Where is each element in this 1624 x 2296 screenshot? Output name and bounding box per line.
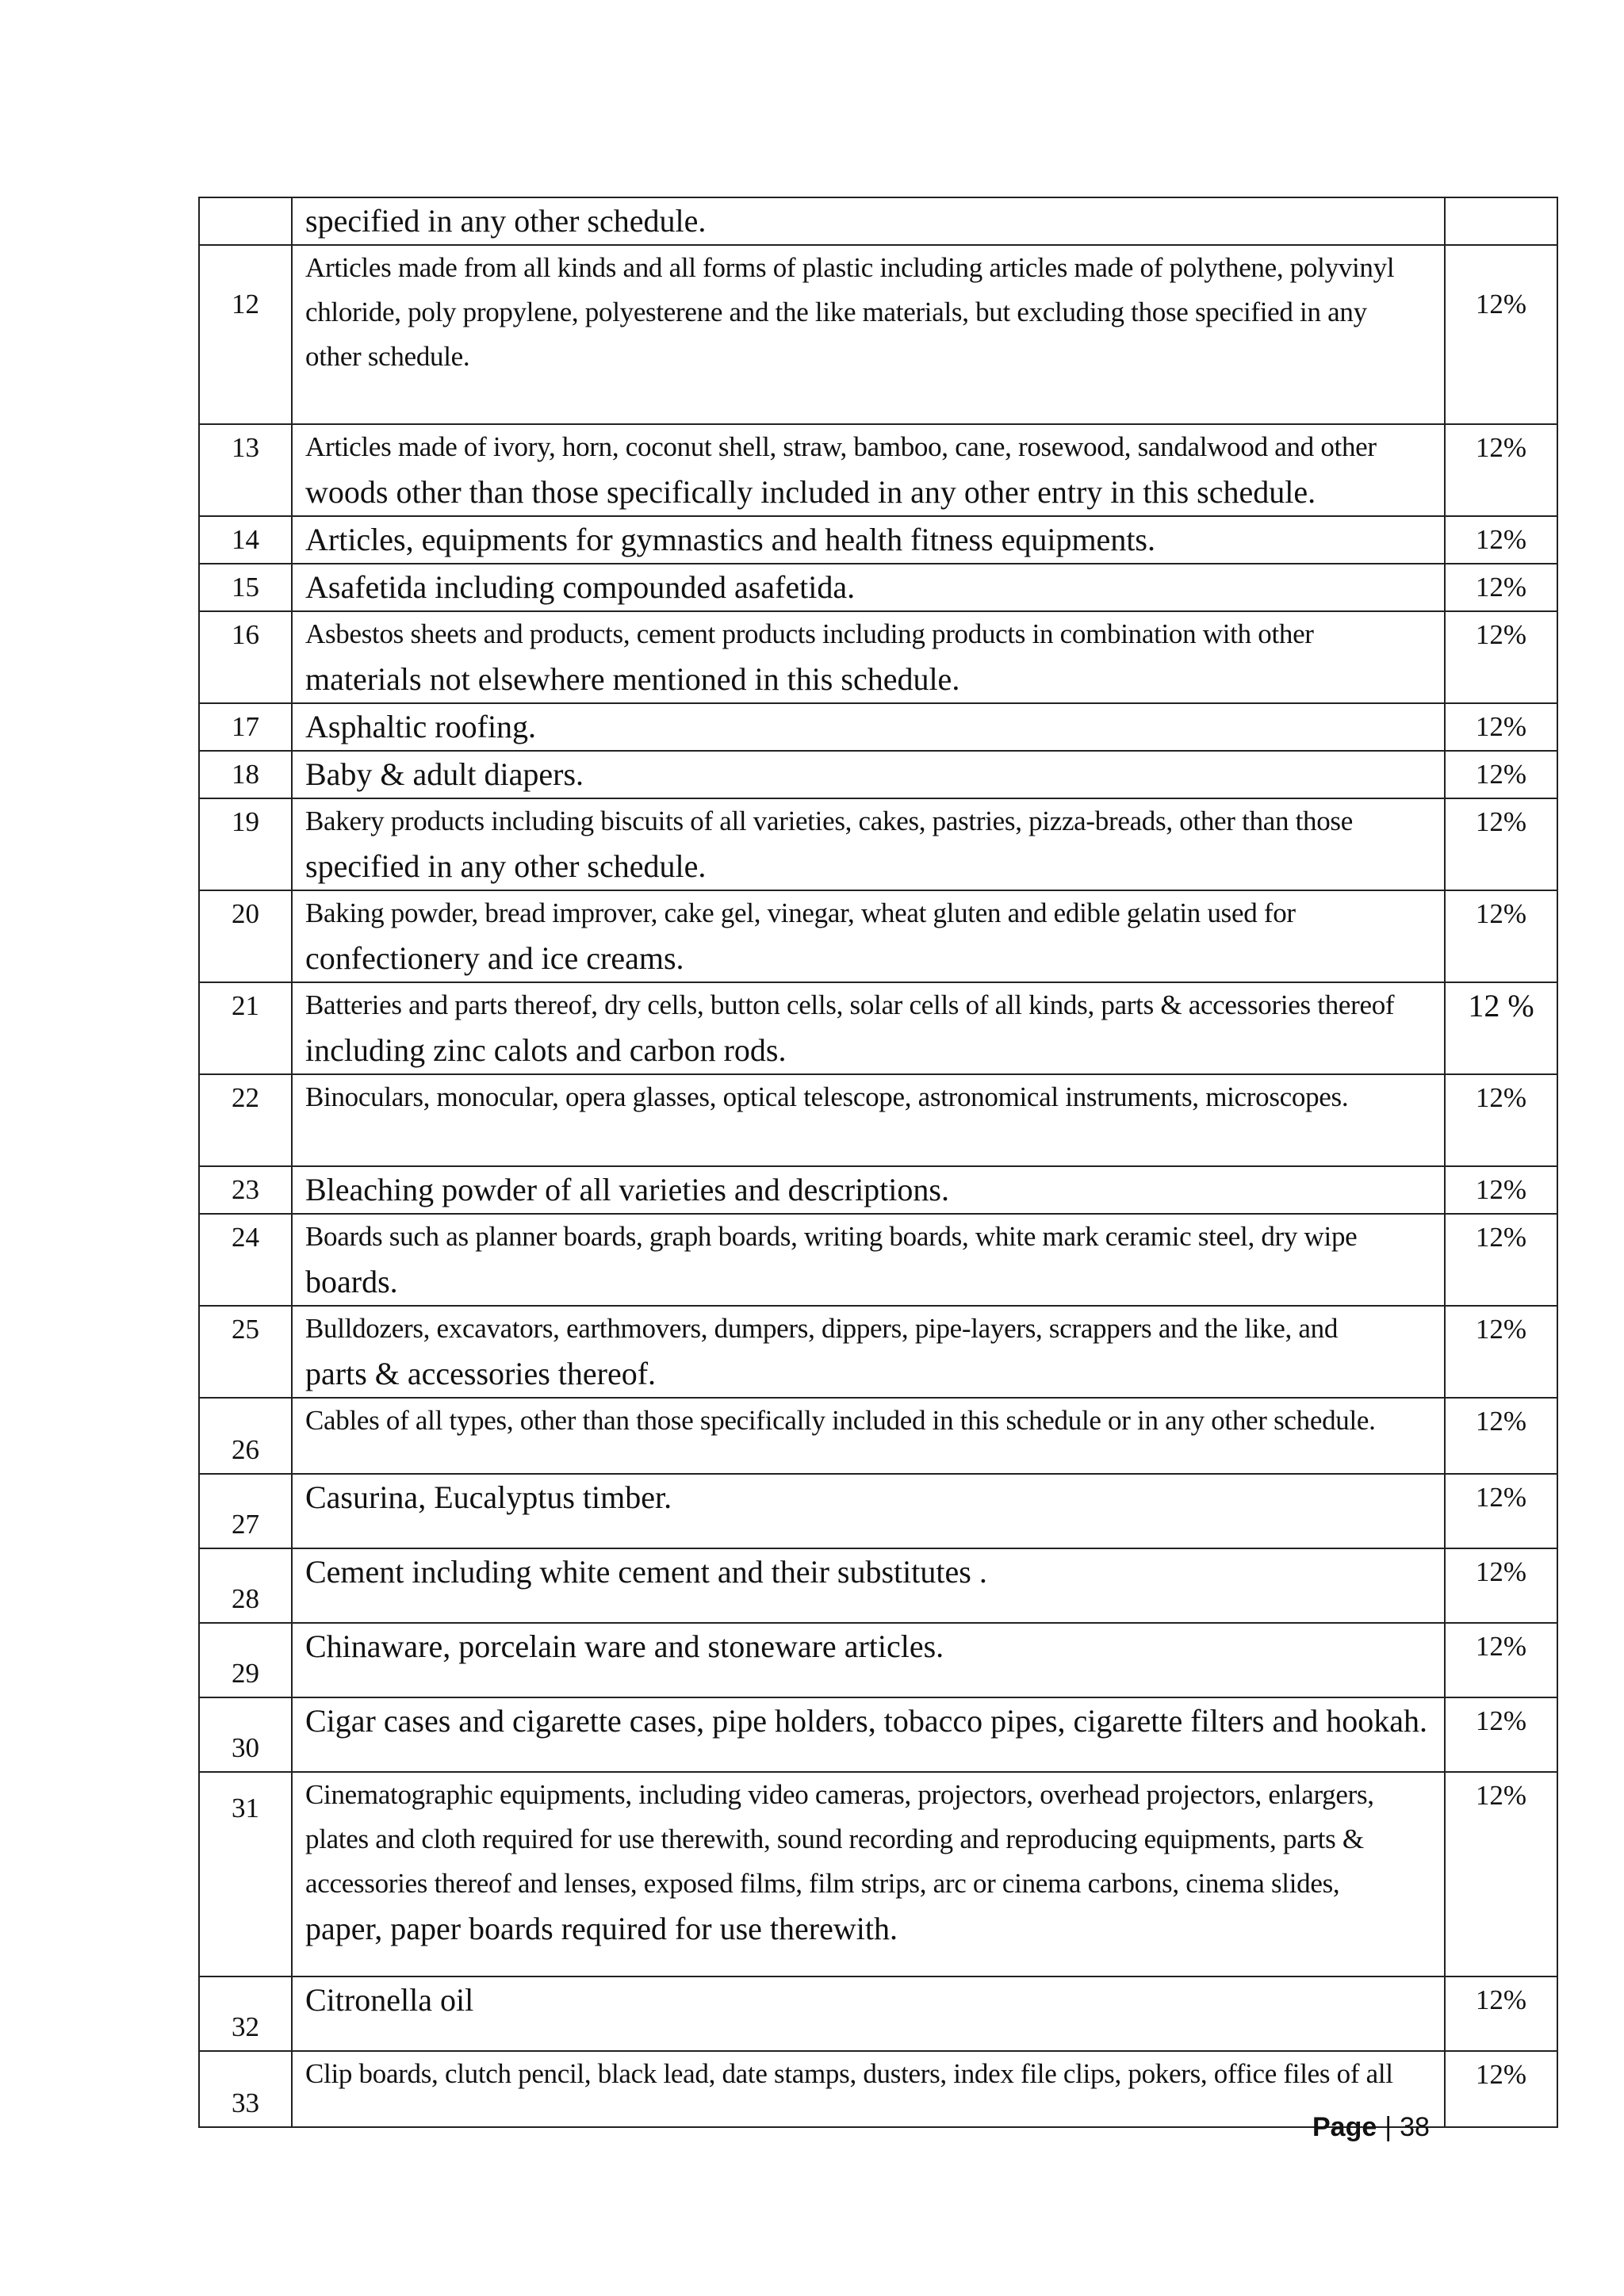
commodity-description-cell <box>292 1976 1445 2051</box>
commodity-description-cell <box>292 1398 1445 1474</box>
tax-rate-cell: 12% <box>1445 611 1557 703</box>
serial-number-cell: 16 <box>199 611 292 703</box>
description-line: chloride, poly propylene, polyesterene and the like materials, but excluding those specified in any <box>305 297 1367 327</box>
commodity-description-cell <box>292 751 1445 798</box>
tax-rate-cell: 12% <box>1445 1548 1557 1623</box>
tax-rate-cell: 12% <box>1445 2051 1557 2127</box>
description-line: Bakery products including biscuits of all varieties, cakes, pastries, pizza-breads, other than those <box>305 806 1353 836</box>
commodity-description-cell <box>292 1623 1445 1697</box>
description-line: Bleaching powder of all varieties and descriptions. <box>305 1172 949 1207</box>
tax-rate-cell: 12% <box>1445 1306 1557 1398</box>
description-line: Asphaltic roofing. <box>305 709 537 744</box>
description-line: Citronella oil <box>305 1982 474 2018</box>
commodity-description-cell <box>292 703 1445 751</box>
serial-number-cell: 33 <box>199 2051 292 2127</box>
table-row <box>199 890 1557 982</box>
description-line: Baking powder, bread improver, cake gel, vinegar, wheat gluten and edible gelatin used for <box>305 897 1296 928</box>
schedule-table-container <box>198 197 1537 2128</box>
description-line: materials not elsewhere mentioned in this schedule. <box>305 661 960 697</box>
description-line: Baby & adult diapers. <box>305 756 584 792</box>
commodity-description-cell <box>292 1772 1445 1976</box>
tax-rate-cell: 12% <box>1445 1474 1557 1548</box>
serial-number-cell: 15 <box>199 564 292 611</box>
description-line: Articles, equipments for gymnastics and health fitness equipments. <box>305 522 1155 557</box>
description-line: boards. <box>305 1264 398 1299</box>
description-line: Cables of all types, other than those specifically included in this schedule or in any other schedule. <box>305 1405 1376 1436</box>
table-row <box>199 245 1557 424</box>
serial-number-cell <box>199 197 292 245</box>
tax-rate-cell: 12% <box>1445 564 1557 611</box>
tax-rate-cell <box>1445 197 1557 245</box>
description-line: woods other than those specifically included in any other entry in this schedule. <box>305 474 1316 510</box>
table-row <box>199 1976 1557 2051</box>
commodity-description-cell <box>292 197 1445 245</box>
tax-rate-cell: 12% <box>1445 890 1557 982</box>
description-line: specified in any other schedule. <box>305 848 707 884</box>
tax-rate-cell: 12% <box>1445 1623 1557 1697</box>
tax-rate-cell: 12% <box>1445 1976 1557 2051</box>
tax-rate-cell: 12% <box>1445 1697 1557 1772</box>
description-line: other schedule. <box>305 341 470 372</box>
tax-rate-cell: 12% <box>1445 798 1557 890</box>
description-line: Clip boards, clutch pencil, black lead, date stamps, dusters, index file clips, pokers, office files of all <box>305 2058 1393 2089</box>
serial-number-cell: 17 <box>199 703 292 751</box>
description-line: confectionery and ice creams. <box>305 940 684 976</box>
commodity-description-cell <box>292 611 1445 703</box>
description-line: plates and cloth required for use therewith, sound recording and reproducing equipments, parts & <box>305 1823 1364 1854</box>
commodity-description-cell <box>292 1548 1445 1623</box>
description-line: Binoculars, monocular, opera glasses, optical telescope, astronomical instruments, microscopes. <box>305 1081 1349 1112</box>
table-row <box>199 1214 1557 1306</box>
description-line: Chinaware, porcelain ware and stoneware articles. <box>305 1628 944 1664</box>
commodity-description-cell <box>292 2051 1445 2127</box>
description-line: paper, paper boards required for use therewith. <box>305 1911 898 1946</box>
commodity-description-cell <box>292 424 1445 516</box>
description-line: specified in any other schedule. <box>305 203 707 239</box>
commodity-description-cell <box>292 1074 1445 1166</box>
serial-number-cell: 26 <box>199 1398 292 1474</box>
commodity-description-cell <box>292 890 1445 982</box>
table-row <box>199 1772 1557 1976</box>
serial-number-cell: 22 <box>199 1074 292 1166</box>
tax-rate-cell: 12% <box>1445 703 1557 751</box>
table-row <box>199 1074 1557 1166</box>
description-line: Boards such as planner boards, graph boards, writing boards, white mark ceramic steel, dry wipe <box>305 1221 1358 1252</box>
serial-number-cell: 31 <box>199 1772 292 1976</box>
tax-rate-cell: 12% <box>1445 751 1557 798</box>
tax-rate-cell: 12% <box>1445 1166 1557 1214</box>
description-line: Cement including white cement and their substitutes . <box>305 1554 987 1590</box>
description-line: Cinematographic equipments, including video cameras, projectors, overhead projectors, enlargers, <box>305 1779 1374 1810</box>
description-line: Casurina, Eucalyptus timber. <box>305 1479 672 1515</box>
tax-rate-cell: 12% <box>1445 1772 1557 1976</box>
table-row <box>199 1166 1557 1214</box>
table-row <box>199 611 1557 703</box>
page-separator: | <box>1385 2112 1392 2142</box>
description-line: accessories thereof and lenses, exposed films, film strips, arc or cinema carbons, cinema slides, <box>305 1868 1340 1899</box>
commodity-description-cell <box>292 1166 1445 1214</box>
table-row <box>199 982 1557 1074</box>
page-number: 38 <box>1400 2112 1430 2142</box>
tax-rate-cell: 12% <box>1445 245 1557 424</box>
description-line: Bulldozers, excavators, earthmovers, dumpers, dippers, pipe-layers, scrappers and the like, and <box>305 1313 1339 1344</box>
tax-rate-cell: 12% <box>1445 1398 1557 1474</box>
tax-rate-cell: 12% <box>1445 424 1557 516</box>
tax-rate-cell: 12 % <box>1445 982 1557 1074</box>
page-label: Page <box>1312 2112 1377 2142</box>
description-line: Asbestos sheets and products, cement products including products in combination with other <box>305 618 1314 649</box>
serial-number-cell: 12 <box>199 245 292 424</box>
description-line: Asafetida including compounded asafetida. <box>305 569 856 605</box>
serial-number-cell: 32 <box>199 1976 292 2051</box>
tax-rate-cell: 12% <box>1445 516 1557 564</box>
commodity-description-cell <box>292 516 1445 564</box>
serial-number-cell: 30 <box>199 1697 292 1772</box>
table-row <box>199 1306 1557 1398</box>
description-line: Articles made of ivory, horn, coconut shell, straw, bamboo, cane, rosewood, sandalwood and other <box>305 431 1377 462</box>
schedule-table <box>198 197 1558 2128</box>
description-line: parts & accessories thereof. <box>305 1356 657 1391</box>
tax-rate-cell: 12% <box>1445 1214 1557 1306</box>
table-row <box>199 197 1557 245</box>
serial-number-cell: 13 <box>199 424 292 516</box>
serial-number-cell: 21 <box>199 982 292 1074</box>
table-row <box>199 1398 1557 1474</box>
table-row <box>199 751 1557 798</box>
commodity-description-cell <box>292 245 1445 424</box>
serial-number-cell: 19 <box>199 798 292 890</box>
table-row <box>199 424 1557 516</box>
table-row <box>199 798 1557 890</box>
description-line: Cigar cases and cigarette cases, pipe holders, tobacco pipes, cigarette filters and hookah. <box>305 1703 1427 1739</box>
page-footer <box>1312 2112 1430 2143</box>
commodity-description-cell <box>292 1306 1445 1398</box>
serial-number-cell: 28 <box>199 1548 292 1623</box>
commodity-description-cell <box>292 798 1445 890</box>
commodity-description-cell <box>292 1214 1445 1306</box>
serial-number-cell: 24 <box>199 1214 292 1306</box>
commodity-description-cell <box>292 982 1445 1074</box>
serial-number-cell: 18 <box>199 751 292 798</box>
serial-number-cell: 29 <box>199 1623 292 1697</box>
commodity-description-cell <box>292 1697 1445 1772</box>
commodity-description-cell <box>292 1474 1445 1548</box>
table-row <box>199 1474 1557 1548</box>
serial-number-cell: 23 <box>199 1166 292 1214</box>
commodity-description-cell <box>292 564 1445 611</box>
description-line: including zinc calots and carbon rods. <box>305 1032 787 1068</box>
serial-number-cell: 14 <box>199 516 292 564</box>
description-line: Batteries and parts thereof, dry cells, button cells, solar cells of all kinds, parts & accessories thereof <box>305 989 1395 1020</box>
serial-number-cell: 20 <box>199 890 292 982</box>
table-row <box>199 703 1557 751</box>
table-row <box>199 564 1557 611</box>
table-row <box>199 1697 1557 1772</box>
serial-number-cell: 25 <box>199 1306 292 1398</box>
table-row <box>199 516 1557 564</box>
table-row <box>199 1548 1557 1623</box>
description-line: Articles made from all kinds and all forms of plastic including articles made of polythene, polyvinyl <box>305 252 1395 283</box>
tax-rate-cell: 12% <box>1445 1074 1557 1166</box>
table-row <box>199 1623 1557 1697</box>
serial-number-cell: 27 <box>199 1474 292 1548</box>
schedule-table-body <box>199 197 1557 2127</box>
